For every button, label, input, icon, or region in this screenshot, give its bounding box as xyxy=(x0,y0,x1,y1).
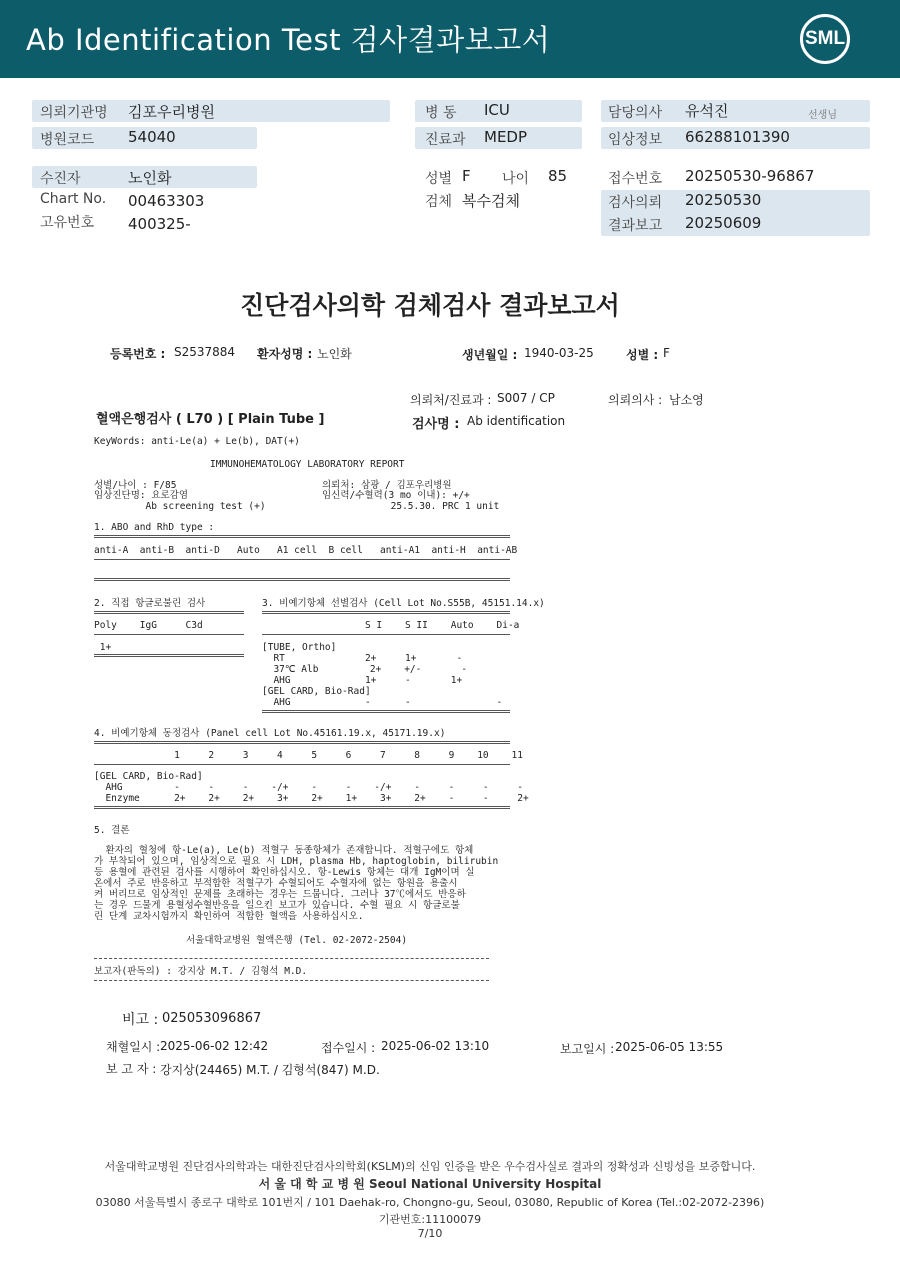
page-number: 7/10 xyxy=(417,1227,443,1240)
chart-value: 00463303 xyxy=(128,192,205,210)
dept2-value: S007 / CP xyxy=(497,391,555,405)
line-abscr: Ab screening test (+) xyxy=(94,501,266,512)
dept-value: MEDP xyxy=(484,128,528,146)
divider xyxy=(94,535,510,538)
request-value: 20250530 xyxy=(685,191,762,209)
age-label: 나이 xyxy=(502,171,530,187)
divider xyxy=(262,710,510,713)
line-prc: 25.5.30. PRC 1 unit xyxy=(322,501,500,512)
blood-bank: 서울대학교병원 혈액은행 (Tel. 02-2072-2504) xyxy=(186,935,408,946)
dept-label: 진료과 xyxy=(425,132,466,148)
sec5-title: 5. 결론 xyxy=(94,825,130,836)
divider xyxy=(262,611,510,614)
collect-value: 2025-06-02 12:42 xyxy=(160,1039,269,1053)
divider xyxy=(94,958,489,959)
ward-value: ICU xyxy=(484,101,510,119)
sec4-body: [GEL CARD, Bio-Rad] AHG - - - -/+ - - -/+ - - - - Enzyme 2+ 2+ 2+ 3+ 2+ 1+ 3+ 2+ - - 2+ xyxy=(94,771,529,804)
line-sexage: 성별/나이 : F/85 xyxy=(94,480,177,491)
divider xyxy=(94,741,510,744)
org-value: 김포우리병원 xyxy=(128,103,215,121)
divider xyxy=(94,764,510,765)
divider xyxy=(94,806,510,809)
sex-label-2: 성별 : xyxy=(626,348,659,362)
sec3-title: 3. 비예기항체 선별검사 (Cell Lot No.S55B, 45151.14.x) xyxy=(262,598,545,609)
divider xyxy=(262,634,510,635)
patient-label: 수진자 xyxy=(40,171,81,187)
report-label: 결과보고 xyxy=(608,218,663,234)
receipt-value: 20250530-96867 xyxy=(685,167,815,185)
reporter-line: 보고자(판독의) : 강지상 M.T. / 김형석 M.D. xyxy=(94,966,308,977)
sec3-cols: S I S II Auto Di-a xyxy=(262,620,520,631)
reqdoc-label: 의뢰의사 : xyxy=(608,393,663,407)
clinical-label: 임상정보 xyxy=(608,132,663,148)
age-value: 85 xyxy=(548,167,568,185)
name-value: 노인화 xyxy=(317,347,352,361)
reporter-label: 보 고 자 : xyxy=(106,1062,157,1076)
dob-value: 1940-03-25 xyxy=(524,346,594,360)
report-title: 진단검사의학 검체검사 결과보고서 xyxy=(240,291,620,320)
clinical-value: 66288101390 xyxy=(685,128,790,146)
lab-title: IMMUNOHEMATOLOGY LABORATORY REPORT xyxy=(210,459,405,470)
divider xyxy=(94,634,244,635)
sec1-cols: anti-A anti-B anti-D Auto A1 cell B cell anti-A1 anti-H anti-AB xyxy=(94,545,518,556)
receipt-label: 접수번호 xyxy=(608,171,663,187)
request-label: 검사의뢰 xyxy=(608,195,663,211)
footer-org-id: 기관번호:11100079 xyxy=(378,1213,482,1226)
dept2-label: 의뢰처/진료과 : xyxy=(410,393,492,407)
divider xyxy=(94,980,489,981)
patient-value: 노인화 xyxy=(128,169,172,187)
unique-value: 400325- xyxy=(128,215,191,233)
org-label: 의뢰기관명 xyxy=(40,105,108,121)
note-value: 025053096867 xyxy=(162,1011,262,1026)
test-name-value: Ab identification xyxy=(467,414,566,428)
note-label: 비고 : xyxy=(122,1012,159,1028)
reportdt-label: 보고일시 : xyxy=(560,1042,615,1056)
receive-value: 2025-06-02 13:10 xyxy=(381,1039,490,1053)
code-label: 병원코드 xyxy=(40,132,95,148)
doctor-label: 담당의사 xyxy=(608,105,663,121)
ward-label: 병 동 xyxy=(425,105,457,121)
report-value: 20250609 xyxy=(685,214,762,232)
sec4-title: 4. 비예기항체 동정검사 (Panel cell Lot No.45161.19.x, 45171.19.x) xyxy=(94,728,446,739)
test-section: 혈액은행검사 ( L70 ) [ Plain Tube ] xyxy=(96,412,325,427)
divider xyxy=(94,654,244,657)
sml-logo: SML xyxy=(800,14,850,64)
reportdt-value: 2025-06-05 13:55 xyxy=(615,1040,724,1054)
divider xyxy=(94,611,244,614)
doctor-value: 유석진 xyxy=(685,102,729,120)
sec5-body: 환자의 혈청에 항-Le(a), Le(b) 적혈구 동종항체가 존재합니다. 적혈구에도 항체 가 부착되어 있으며, 임상적으로 필요 시 LDH, plasma Hb, haptoglobin, bilirubin 등 용혈에 관련된 검사를 시행하여 확인하십시오. 항-Lewis 항체는 대개 IgM이며 실 온에서 주로 반응하고 부적합한 적혈구가 수혈되어도 수혈자에 없는 항원을 용출시 켜 버리므로 임상적인 문제를 초래하는 경우는 드뭅니다. 그러나 37℃에서도 반응하 는 경우 드물게 용혈성수혈반응을 일으킨 보고가 있습니다. 수혈 필요 시 항글로불 린 단계 교차시험까지 확인하여 적합한 혈액을 사용하십시오. xyxy=(94,845,499,922)
sex-value-2: F xyxy=(663,346,670,360)
line-diag: 임상진단명: 요로감염 xyxy=(94,490,189,501)
footer-address: 03080 서울특별시 종로구 대학로 101번지 / 101 Daehak-ro, Chongno-gu, Seoul, 03080, Republic of Korea (Tel.:02-2072-2396) xyxy=(95,1196,765,1209)
sec2-title: 2. 직접 항글로불린 검사 xyxy=(94,598,206,609)
sex-label: 성별 xyxy=(425,171,453,187)
sex-value: F xyxy=(462,167,471,185)
reporter-value: 강지상(24465) M.T. / 김형석(847) M.D. xyxy=(160,1063,380,1077)
divider xyxy=(94,559,510,560)
sec4-cols: 1 2 3 4 5 6 7 8 9 10 11 xyxy=(94,750,523,761)
line-req: 의뢰처: 삼광 / 김포우리병원 xyxy=(322,480,452,491)
footer-cert: 서울대학교병원 진단검사의학과는 대한진단검사의학회(KSLM)의 신임 인증을 받은 우수검사실로 결과의 정확성과 신빙성을 보증합니다. xyxy=(104,1160,756,1173)
receive-label: 접수일시 : xyxy=(321,1041,376,1055)
divider xyxy=(94,578,510,581)
sec2-vals: 1+ xyxy=(94,642,112,653)
doctor-suffix: 선생님 xyxy=(808,110,837,121)
unique-label: 고유번호 xyxy=(40,215,95,231)
page-title: Ab Identification Test 검사결과보고서 xyxy=(26,23,551,57)
footer-hospital: 서 울 대 학 교 병 원 Seoul National University Hospital xyxy=(258,1177,602,1191)
collect-label: 채혈일시 : xyxy=(106,1040,161,1054)
reg-value: S2537884 xyxy=(174,345,236,359)
reqdoc-value: 남소영 xyxy=(669,393,704,407)
keywords: KeyWords: anti-Le(a) + Le(b), DAT(+) xyxy=(94,436,300,447)
dob-label: 생년월일 : xyxy=(462,348,518,362)
name-label: 환자성명 : xyxy=(257,347,313,361)
sec3-body: [TUBE, Ortho] RT 2+ 1+ - 37℃ Alb 2+ +/- - AHG 1+ - 1+ [GEL CARD, Bio-Rad] AHG - - - xyxy=(262,642,503,708)
code-value: 54040 xyxy=(128,128,176,146)
sec2-cols: Poly IgG C3d xyxy=(94,620,203,631)
specimen-value: 복수검체 xyxy=(462,192,520,210)
specimen-label: 검체 xyxy=(425,194,453,210)
sec1-title: 1. ABO and RhD type : xyxy=(94,522,215,533)
test-name-label: 검사명 : xyxy=(412,417,460,432)
chart-label: Chart No. xyxy=(40,191,107,207)
reg-label: 등록번호 : xyxy=(110,347,166,361)
line-preg: 임신력/수혈력(3 mo 이내): +/+ xyxy=(322,490,470,501)
